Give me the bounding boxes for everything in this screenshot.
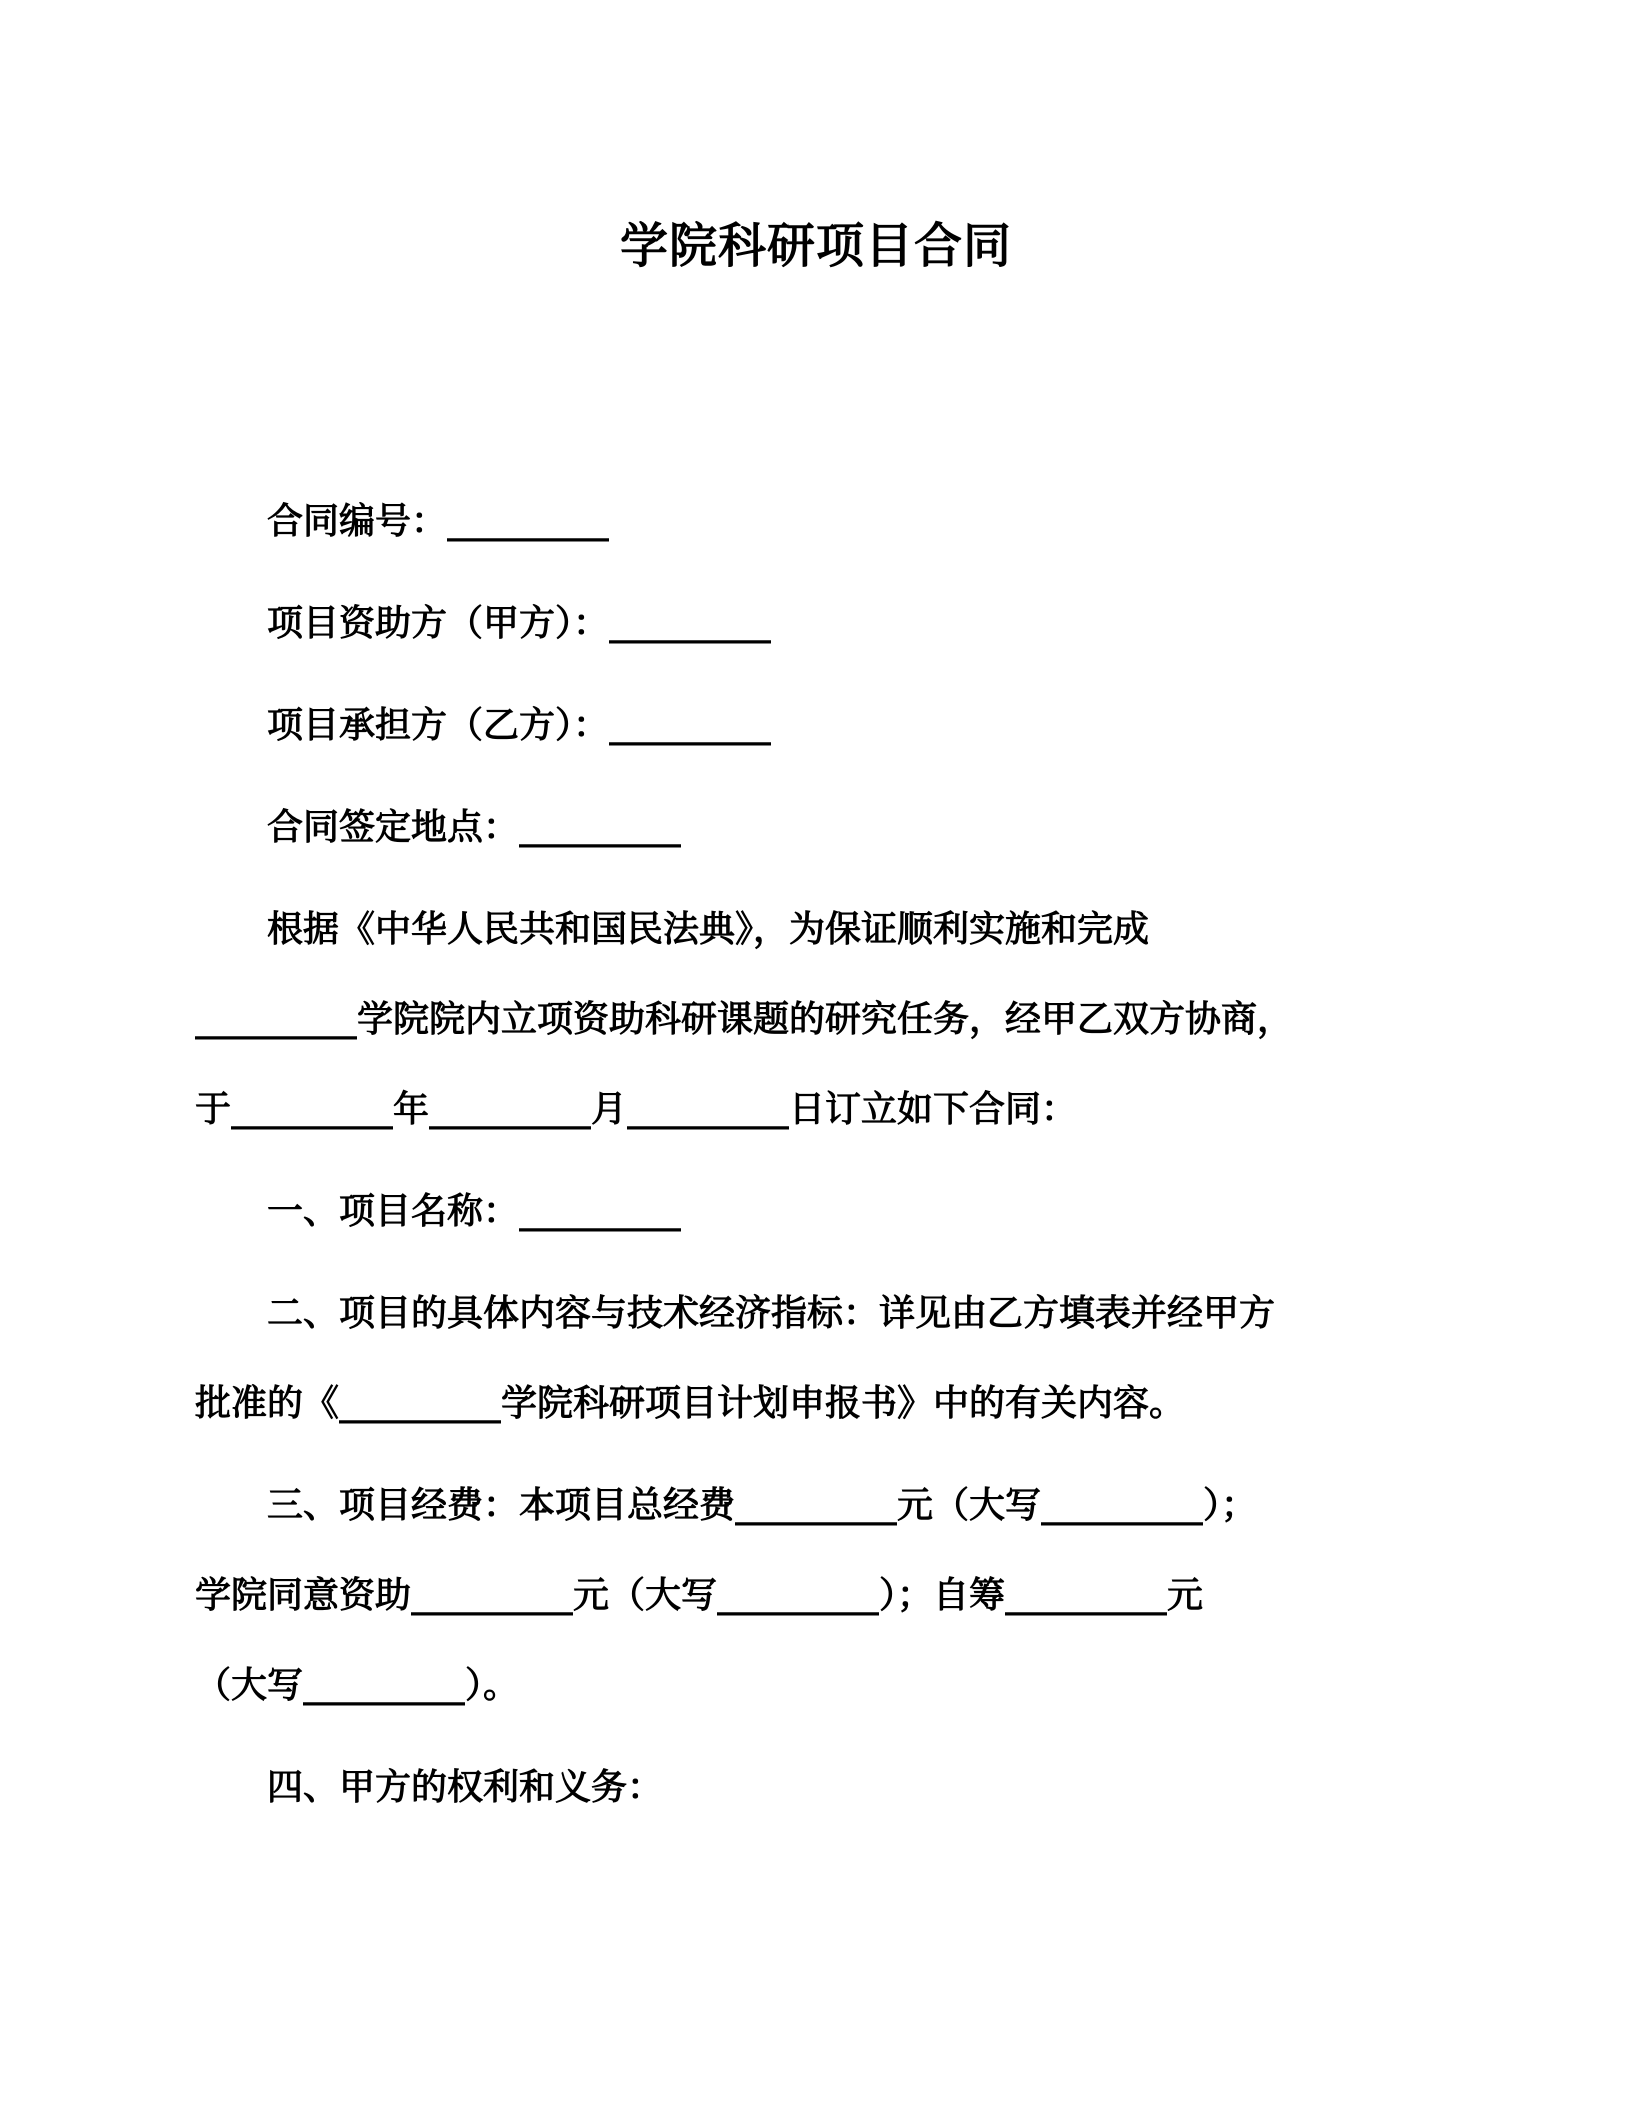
paragraph-first-line: 项目承担方（乙方）：_________	[267, 705, 772, 746]
paragraph	[195, 681, 1437, 771]
paragraph	[195, 579, 1437, 669]
paragraph-first-line: 项目资助方（甲方）：_________	[267, 603, 772, 644]
paragraph-line: （大写_________）。	[195, 1665, 520, 1706]
contract-document	[0, 215, 1632, 1833]
paragraph-first-line: 二、项目的具体内容与技术经济指标：详见由乙方填表并经甲方	[267, 1293, 1276, 1334]
paragraph-first-line: 一、项目名称：_________	[267, 1191, 682, 1232]
paragraph-first-line: 根据《中华人民共和国民法典》，为保证顺利实施和完成	[267, 909, 1150, 950]
paragraph-line: 于_________年_________月_________日订立如下合同：	[195, 1089, 1078, 1130]
paragraph-first-line: 合同签定地点：_________	[267, 807, 682, 848]
paragraph	[195, 477, 1437, 567]
paragraph	[195, 1461, 1437, 1731]
paragraph	[195, 1167, 1437, 1257]
paragraph-line: 学院同意资助_________元（大写_________）；自筹_________元	[195, 1575, 1204, 1616]
paragraph-line: _________学院院内立项资助科研课题的研究任务，经甲乙双方协商，	[195, 999, 1294, 1040]
paragraph	[195, 1743, 1437, 1833]
paragraph	[195, 885, 1437, 1155]
paragraph-first-line: 四、甲方的权利和义务：	[267, 1767, 664, 1808]
page-title: 学院科研项目合同	[619, 218, 1012, 274]
paragraph-first-line: 三、项目经费：本项目总经费_________元（大写_________）；	[267, 1485, 1258, 1526]
paragraph-first-line: 合同编号：_________	[267, 501, 610, 542]
paragraph	[195, 1269, 1437, 1449]
paragraph	[195, 783, 1437, 873]
paragraph-line: 批准的《_________学院科研项目计划申报书》中的有关内容。	[195, 1383, 1186, 1424]
document-body	[195, 477, 1437, 1833]
